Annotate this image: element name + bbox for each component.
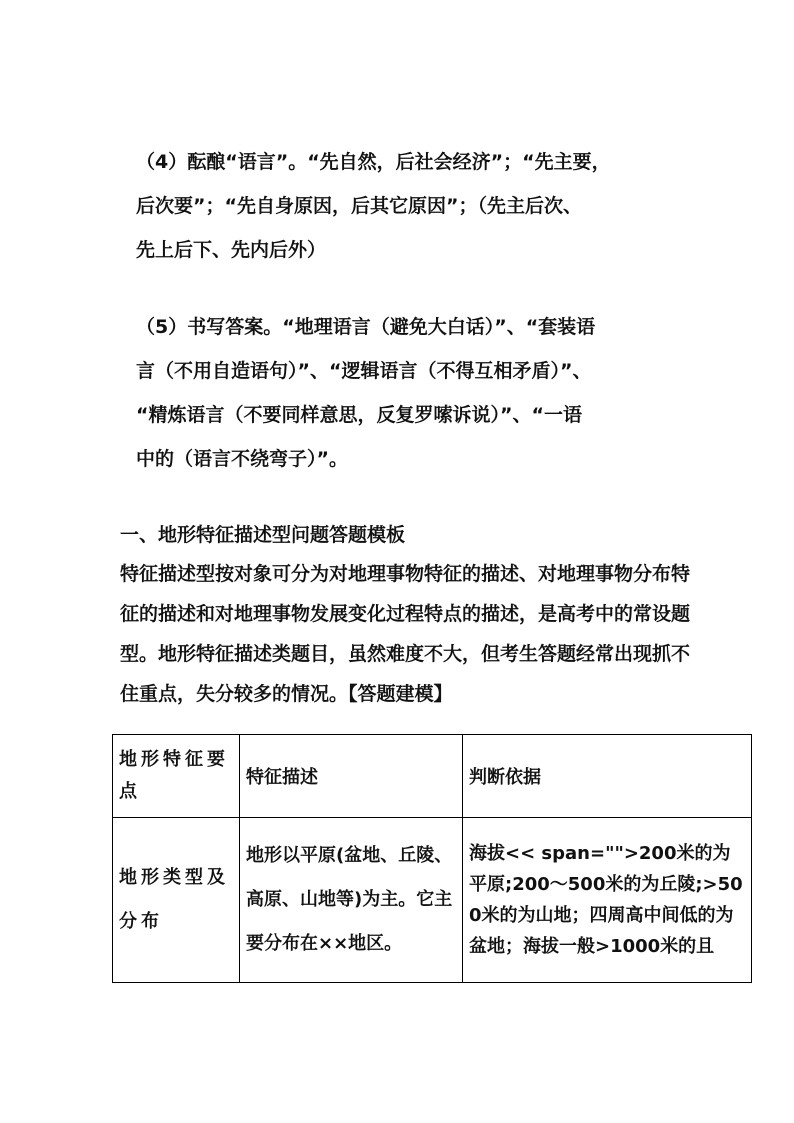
- section-landform-template: [120, 516, 690, 714]
- paragraph-line: 中的（语言不绕弯子）”。: [136, 448, 348, 470]
- answer-template-table: [112, 734, 752, 983]
- paragraph-step-4: [136, 140, 676, 272]
- section-body: [120, 554, 690, 714]
- body-line: 住重点，失分较多的情况。【答题建模】: [120, 683, 453, 705]
- cell-point: 地形类型及分布: [113, 818, 240, 983]
- body-line: 特征描述型按对象可分为对地理事物特征的描述、对地理事物分布特: [120, 563, 691, 585]
- cell-description: 地形以平原(盆地、丘陵、高原、山地等)为主。它主要分布在××地区。: [240, 818, 463, 983]
- paragraph-line: 先上后下、先内后外）: [136, 239, 327, 261]
- paragraph-line: “精炼语言（不要同样意思，反复罗嗦诉说）”、“一语: [136, 404, 582, 426]
- paragraph-line: （4）酝酿“语言”。“先自然，后社会经济”；“先主要，: [136, 151, 611, 173]
- header-cell-point: 地形特征要点: [113, 735, 240, 818]
- body-line: 型。地形特征描述类题目，虽然难度不大，但考生答题经常出现抓不: [120, 643, 691, 665]
- body-line: 征的描述和对地理事物发展变化过程特点的描述，是高考中的常设题: [120, 603, 691, 625]
- table-header-row: [113, 735, 752, 818]
- header-cell-basis: 判断依据: [463, 735, 752, 818]
- table-row: [113, 818, 752, 983]
- paragraph-line: 后次要”；“先自身原因，后其它原因”；（先主后次、: [136, 195, 582, 217]
- paragraph-line: （5）书写答案。“地理语言（避免大白话）”、“套装语: [136, 316, 596, 338]
- cell-basis: 海拔<< span="">200米的为平原;200～500米的为丘陵;>500米的为山地；四周高中间低的为盆地；海拔一般>1000米的且: [463, 818, 752, 983]
- header-cell-description: 特征描述: [240, 735, 463, 818]
- section-heading: 一、地形特征描述型问题答题模板: [120, 524, 406, 546]
- paragraph-step-5: [136, 305, 676, 481]
- paragraph-line: 言（不用自造语句）”、“逻辑语言（不得互相矛盾）”、: [136, 360, 592, 382]
